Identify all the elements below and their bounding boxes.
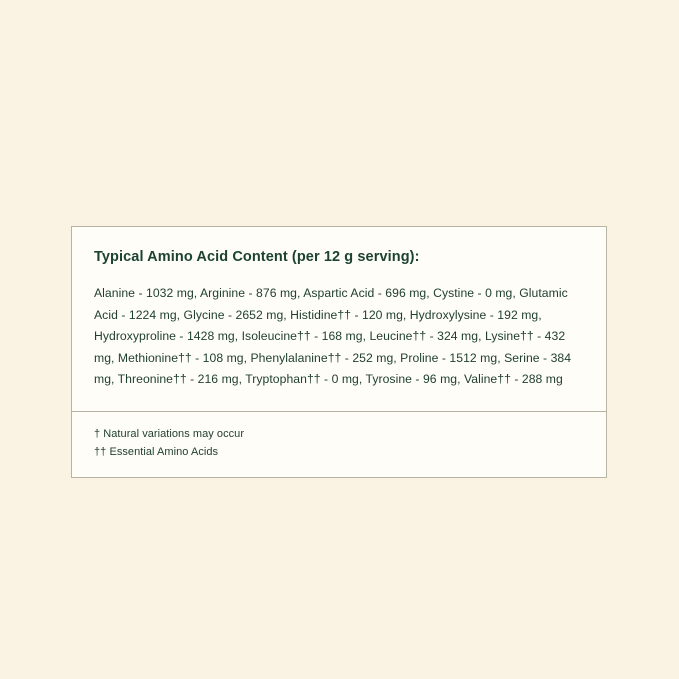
amino-acid-list: Alanine - 1032 mg, Arginine - 876 mg, Aspartic Acid - 696 mg, Cystine - 0 mg, Glutamic Acid - 1224 mg, Glycine - 2652 mg, Histidine†† - 120 mg, Hydroxylysine - 192 mg, Hydroxyproline - 1428 mg, Isoleucine†† - 168 mg, Leucine†† - 324 mg, Lysine†† - 432 mg, Methionine†† - 108 mg, Phenylalanine†† - 252 mg, Proline - 1512 mg, Serine - 384 mg, Threonine†† - 216 mg, Tryptophan†† - 0 mg, Tyrosine - 96 mg, Valine†† - 288 mg <box>94 286 572 387</box>
panel-body <box>72 227 606 411</box>
footnote-natural-variations: † Natural variations may occur <box>94 427 245 440</box>
panel-footer <box>72 412 606 477</box>
panel-title: Typical Amino Acid Content (per 12 g serving): <box>94 249 420 265</box>
amino-acid-panel <box>71 226 607 478</box>
footnote-essential-amino-acids: †† Essential Amino Acids <box>94 445 219 458</box>
